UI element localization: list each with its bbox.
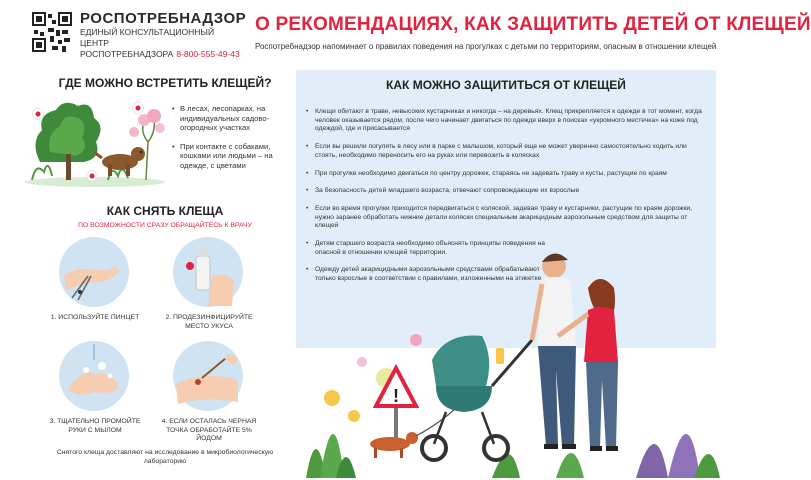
step-caption: 1. ИСПОЛЬЗУЙТЕ ПИНЦЕТ	[50, 314, 140, 321]
iodine-step-image	[172, 340, 244, 412]
org-name: РОСПОТРЕБНАДЗОР	[80, 10, 247, 27]
step-caption: 3. ТЩАТЕЛЬНО ПРОМОЙТЕ РУКИ С МЫЛОМ	[49, 418, 141, 434]
list-item: • Если во время прогулки приходится передвигаться с коляской, задевая траву и кустарники, растущие по краям дорожки, нужно заранее обработать нижние детали коляски специальным акарицидным аэрозольным средством для защиты от клещей	[306, 205, 706, 231]
org-line2-row	[80, 49, 240, 60]
org-line1: ЕДИНЫЙ КОНСУЛЬТАЦИОННЫЙ ЦЕНТР	[80, 27, 215, 48]
remove-heading: КАК СНЯТЬ КЛЕЩА	[106, 204, 224, 218]
list-item: • Если вы решили погулять в лесу или в парке с малышом, который еще не может уверенно самостоятельно ходить или стоять, необходимо переносить его на руках или перевозить в колясках	[306, 143, 706, 160]
where-heading: ГДЕ МОЖНО ВСТРЕТИТЬ КЛЕЩЕЙ?	[58, 76, 272, 90]
header	[0, 0, 811, 66]
forest-dog-illustration	[20, 92, 170, 188]
qr-code	[32, 12, 72, 52]
list-item: • В лесах, лесопарках, на индивидуальных садово-огородных участках	[172, 104, 290, 133]
list-item: • Клещи обитают в траве, невысоких кустарниках и никогда – на деревьях. Клещ прикрепляется к одежде в тот момент, когда человек оказывается рядом, после чего начинает двигаться по одежде вверх в поисках «укромного местечка» на коже под одеждой, где и присасывается	[306, 108, 706, 134]
page-title: О РЕКОМЕНДАЦИЯХ, КАК ЗАЩИТИТЬ ДЕТЕЙ ОТ КЛЕЩЕЙ	[255, 14, 811, 35]
svg-text:!: !	[393, 386, 399, 406]
org-line2: РОСПОТРЕБНАДЗОРА	[80, 49, 174, 59]
family-stroller-illustration	[296, 240, 720, 480]
org-block	[80, 10, 247, 60]
page-subtitle: Роспотребнадзор напоминает о правилах поведения на прогулках с детьми по территориям, опасным в отношении клещей	[255, 42, 717, 51]
list-item: • При контакте с собаками, кошками или людьми – на одежде, с цветами	[172, 142, 290, 171]
step-caption: 4. ЕСЛИ ОСТАЛАСЬ ЧЕРНАЯ ТОЧКА ОБРАБОТАЙТЕ 5% ЙОДОМ	[161, 418, 257, 442]
hotline-phone: 8-800-555-49-43	[176, 49, 240, 59]
list-item: • При прогулке необходимо двигаться по центру дорожек, стараясь не задевать траву и кусты, растущие по краям	[306, 170, 706, 179]
list-item: • Детям старшего возраста необходимо объяснять принципы поведения на опасной в отношении клещей территории.	[306, 240, 556, 257]
wash-hands-step-image	[58, 340, 130, 412]
disinfect-step-image	[172, 236, 244, 308]
list-item: • Одежду детей акарицидными аэрозольными средствами обрабатывают только взрослые в соответствии с правилами, изложенными на этикетке	[306, 266, 556, 283]
where-list	[172, 104, 290, 179]
lab-note: Снятого клеща доставляют на исследование в микробиологическую лабораторию	[56, 449, 274, 465]
protect-heading: КАК МОЖНО ЗАЩИТИТЬСЯ ОТ КЛЕЩЕЙ	[386, 78, 626, 92]
list-item: • За безопасность детей младшего возраста, отвечают сопровождающие их взрослые	[306, 187, 706, 196]
doctor-note: ПО ВОЗМОЖНОСТИ СРАЗУ ОБРАЩАЙТЕСЬ К ВРАЧУ	[78, 222, 252, 229]
step-caption: 2. ПРОДЕЗИНФИЦИРУЙТЕ МЕСТО УКУСА	[165, 314, 253, 330]
tweezers-step-image	[58, 236, 130, 308]
